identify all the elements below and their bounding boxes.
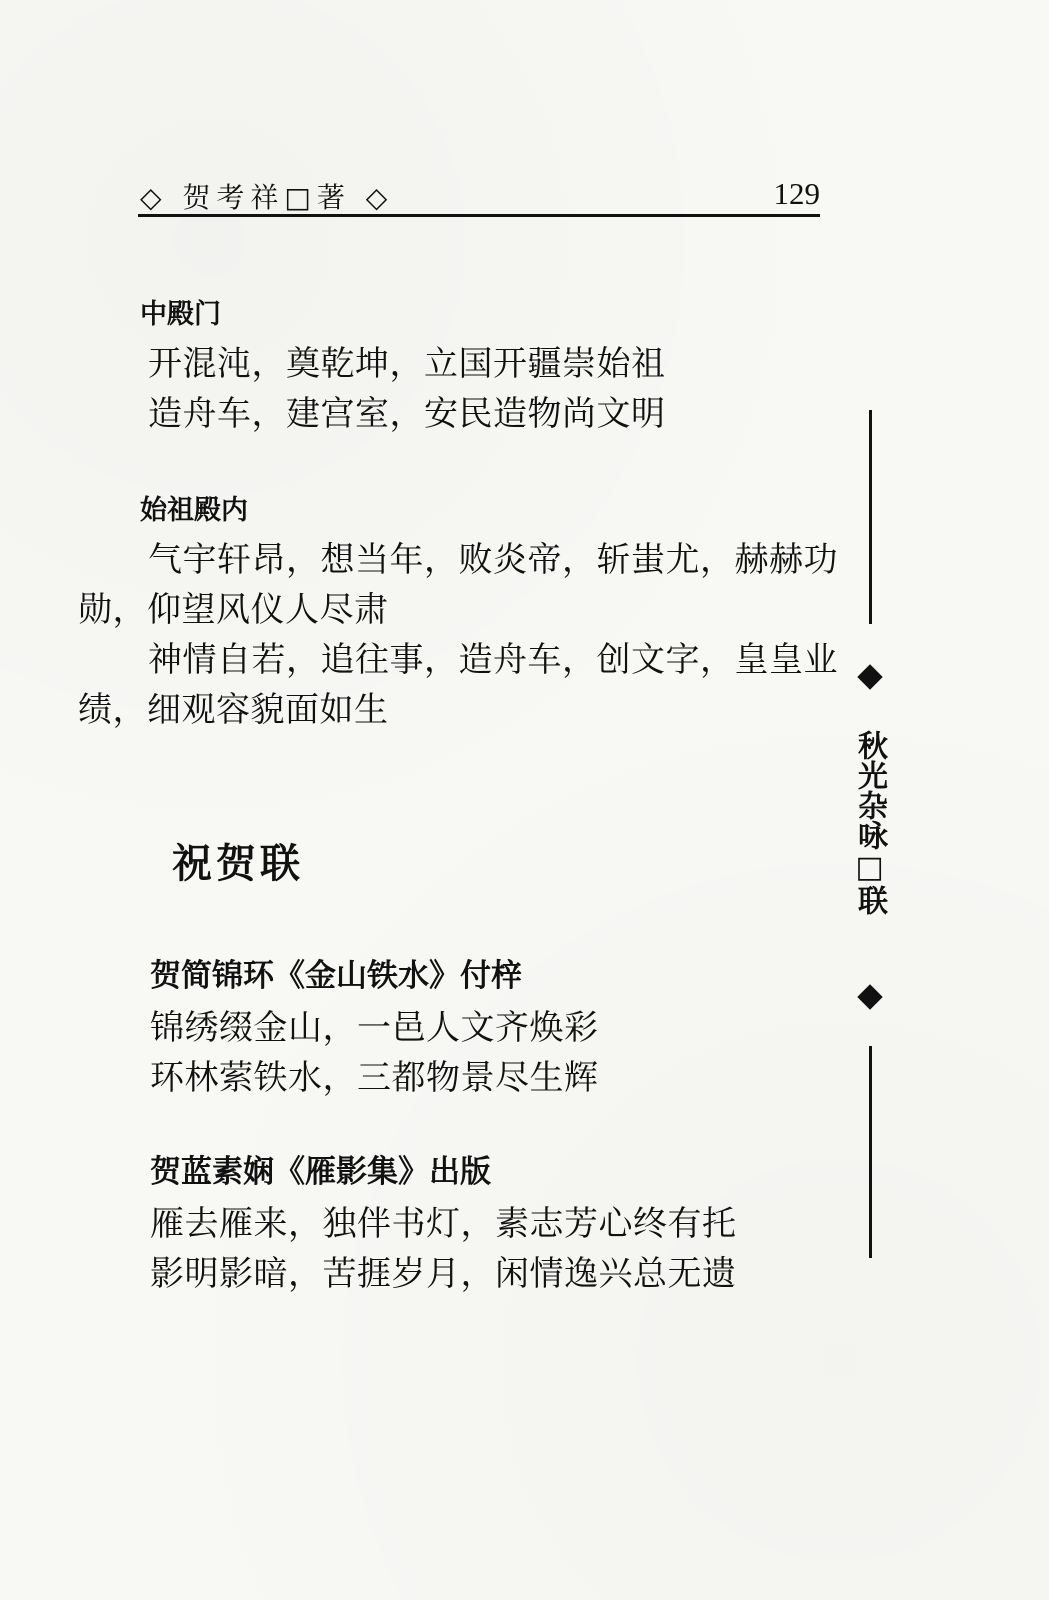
side-rule-top [869, 410, 872, 624]
running-head-title: ◇ 贺考祥□著 ◇ [140, 181, 394, 214]
couplet-line: 环林萦铁水，三都物景尽生辉 [150, 1058, 599, 1098]
running-head [140, 176, 820, 216]
side-rule-bottom [869, 1046, 872, 1258]
couplet-line: 神情自若，追往事，造舟车，创文字，皇皇业 [148, 640, 838, 680]
couplet-line: 雁去雁来，独伴书灯，素志芳心终有托 [150, 1204, 737, 1244]
section-title-zhuhelian: 祝贺联 [172, 841, 304, 887]
item-heading-yanying: 贺蓝素娴《雁影集》出版 [150, 1154, 491, 1190]
couplet-line: 开混沌，奠乾坤，立国开疆崇始祖 [148, 344, 666, 384]
diamond-icon [857, 984, 882, 1009]
item-heading-jinshan: 贺简锦环《金山铁水》付梓 [150, 958, 522, 994]
header-rule [138, 214, 820, 217]
diamond-icon [857, 664, 882, 689]
couplet-line-continued: 勋，仰望风仪人尽肃 [78, 590, 389, 630]
couplet-line: 造舟车，建宫室，安民造物尚文明 [148, 394, 666, 434]
couplet-line: 影明影暗，苦捱岁月，闲情逸兴总无遗 [150, 1254, 737, 1294]
subheading-zhongdianmen: 中殿门 [140, 299, 221, 330]
side-tab [840, 410, 900, 1270]
couplet-line: 锦绣缀金山，一邑人文齐焕彩 [150, 1008, 599, 1048]
page-number: 129 [773, 176, 820, 211]
side-tab-title: 秋光杂咏□联 [852, 730, 887, 915]
couplet-line-continued: 绩，细观容貌面如生 [78, 690, 389, 730]
couplet-line: 气宇轩昂，想当年，败炎帝，斩蚩尤，赫赫功 [148, 540, 838, 580]
subheading-shizudiannei: 始祖殿内 [140, 495, 248, 526]
